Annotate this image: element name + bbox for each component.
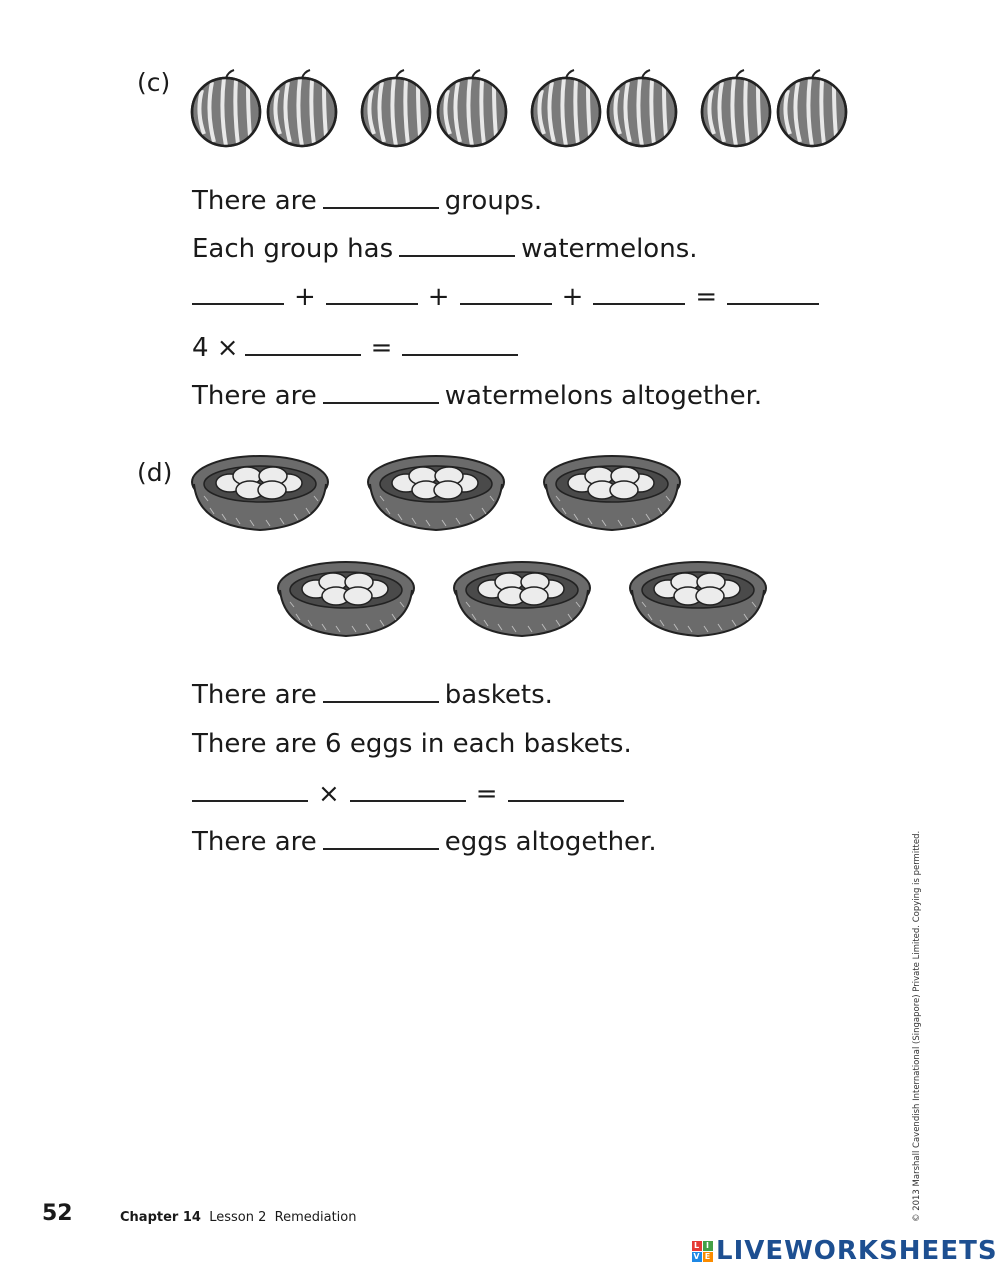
watermelon-icon bbox=[776, 68, 848, 148]
question-text: eggs altogether. bbox=[444, 827, 657, 857]
watermelon-icon bbox=[700, 68, 772, 148]
answer-blank[interactable] bbox=[402, 354, 518, 356]
times-sign: × bbox=[318, 779, 340, 809]
brand-name: LIVEWORKSHEETS bbox=[716, 1236, 998, 1266]
egg-basket-icon bbox=[276, 558, 416, 638]
answer-blank[interactable] bbox=[245, 354, 361, 356]
egg-baskets bbox=[190, 452, 790, 647]
question-c-addition bbox=[192, 282, 825, 316]
footer-lesson: Lesson 2 bbox=[209, 1210, 267, 1225]
equals-sign: = bbox=[695, 282, 718, 312]
question-c-groups bbox=[192, 186, 542, 220]
equals-sign: = bbox=[475, 779, 498, 809]
egg-basket-icon bbox=[452, 558, 592, 638]
question-text: There are bbox=[192, 186, 317, 216]
question-text: There are bbox=[192, 381, 317, 411]
liveworksheets-logo-icon bbox=[692, 1241, 713, 1262]
answer-blank[interactable] bbox=[593, 303, 685, 305]
answer-blank[interactable] bbox=[326, 303, 418, 305]
egg-basket-icon bbox=[190, 452, 330, 532]
watermelon-icon bbox=[190, 68, 262, 148]
question-text: 4 × bbox=[192, 333, 239, 363]
watermelon-groups bbox=[190, 68, 870, 148]
answer-blank[interactable] bbox=[460, 303, 552, 305]
question-c-total bbox=[192, 381, 762, 415]
egg-basket-icon bbox=[542, 452, 682, 532]
question-d-multiplication bbox=[192, 779, 630, 813]
question-text: watermelons. bbox=[521, 234, 698, 264]
liveworksheets-brand[interactable] bbox=[692, 1236, 998, 1266]
question-c-multiplication bbox=[192, 333, 524, 367]
question-d-eggs-each bbox=[192, 729, 632, 763]
footer-type: Remediation bbox=[274, 1210, 357, 1225]
question-c-each-group bbox=[192, 234, 698, 268]
question-text: There are bbox=[192, 827, 317, 857]
question-text: There are 6 eggs in each baskets. bbox=[192, 729, 632, 759]
question-text: watermelons altogether. bbox=[444, 381, 763, 411]
answer-blank[interactable] bbox=[323, 701, 439, 703]
watermelon-icon bbox=[530, 68, 602, 148]
section-d-label: (d) bbox=[137, 458, 173, 487]
answer-blank[interactable] bbox=[192, 303, 284, 305]
answer-blank[interactable] bbox=[323, 848, 439, 850]
answer-blank[interactable] bbox=[727, 303, 819, 305]
watermelon-icon bbox=[266, 68, 338, 148]
answer-blank[interactable] bbox=[323, 402, 439, 404]
question-text: Each group has bbox=[192, 234, 394, 264]
copyright-notice: © 2013 Marshall Cavendish International (Singapore) Private Limited. Copying is permitted. bbox=[912, 830, 922, 1222]
question-d-baskets bbox=[192, 680, 553, 714]
question-text: baskets. bbox=[444, 680, 553, 710]
logo-letter: I bbox=[703, 1241, 713, 1251]
logo-letter: E bbox=[704, 1251, 712, 1261]
equals-sign: = bbox=[370, 333, 393, 363]
logo-letter: L bbox=[693, 1240, 701, 1250]
watermelon-icon bbox=[436, 68, 508, 148]
answer-blank[interactable] bbox=[192, 800, 308, 802]
page-number: 52 bbox=[42, 1201, 73, 1226]
logo-letter: V bbox=[693, 1251, 701, 1261]
question-text: There are bbox=[192, 680, 317, 710]
question-text: groups. bbox=[444, 186, 543, 216]
answer-blank[interactable] bbox=[508, 800, 624, 802]
question-d-total bbox=[192, 827, 657, 861]
plus-sign: + bbox=[427, 282, 450, 312]
plus-sign: + bbox=[561, 282, 584, 312]
section-c-label: (c) bbox=[137, 68, 171, 97]
answer-blank[interactable] bbox=[350, 800, 466, 802]
egg-basket-icon bbox=[366, 452, 506, 532]
watermelon-icon bbox=[606, 68, 678, 148]
answer-blank[interactable] bbox=[399, 255, 515, 257]
watermelon-icon bbox=[360, 68, 432, 148]
footer-info bbox=[120, 1210, 356, 1225]
egg-basket-icon bbox=[628, 558, 768, 638]
footer-chapter: Chapter 14 bbox=[120, 1210, 201, 1225]
plus-sign: + bbox=[294, 282, 316, 312]
answer-blank[interactable] bbox=[323, 207, 439, 209]
